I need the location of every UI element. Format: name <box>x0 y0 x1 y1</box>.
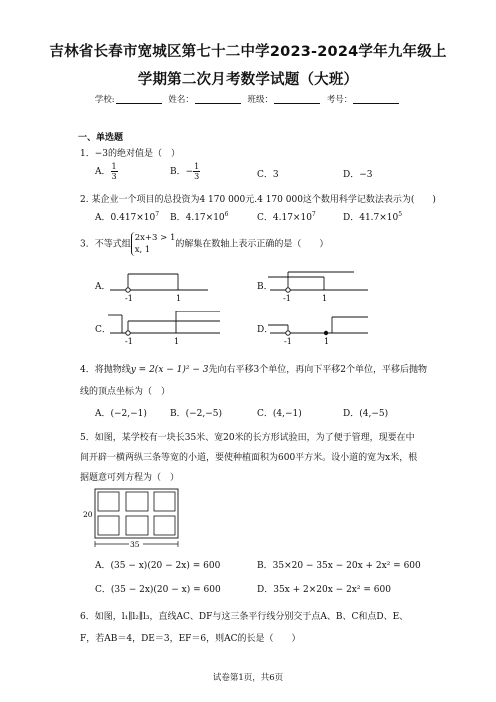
plot <box>154 516 175 535</box>
q2-a-text: A．0.417×10 <box>95 213 156 223</box>
q3-inequality-system <box>131 232 176 256</box>
q2-d-exponent: 5 <box>398 211 403 218</box>
q6-stem-line2: F，若AB＝4，DE＝3，EF＝6，则AC的长是（ ） <box>80 634 301 644</box>
q1-b-denominator: 3 <box>194 172 200 181</box>
q3-option-c-number-line[interactable] <box>108 311 228 347</box>
plot <box>126 492 148 511</box>
school-blank[interactable] <box>116 94 162 104</box>
q4-option-a[interactable]: A．(−2,−1) <box>95 409 147 419</box>
q4-option-c[interactable]: C．(4,−1) <box>257 409 302 419</box>
q4-stem-line1 <box>80 362 427 375</box>
q2-b-exponent: 6 <box>224 211 229 218</box>
q1-b-numerator: 1 <box>194 162 200 171</box>
open-point <box>286 288 290 292</box>
page-title-line2: 学期第二次月考数学试题（大班） <box>137 72 359 88</box>
open-point <box>286 331 290 335</box>
tick-label-neg1: -1 <box>125 294 133 303</box>
q1-option-d[interactable]: D．−3 <box>343 170 373 180</box>
q3-option-b-number-line[interactable] <box>268 268 378 304</box>
plot <box>154 492 175 511</box>
q1-option-a[interactable] <box>95 162 118 181</box>
tick-label-1: 1 <box>324 337 330 346</box>
q1-a-numerator: 1 <box>111 162 117 171</box>
page-footer: 试卷第1页，共6页 <box>212 673 284 683</box>
tick-label-neg1: -1 <box>125 337 133 346</box>
plot <box>98 516 119 535</box>
q1-b-fraction <box>193 162 200 181</box>
open-point <box>126 288 130 292</box>
q3-stem-suffix: 的解集在数轴上表示正确的是（ ） <box>175 239 329 250</box>
q4-stem-line2: 线的顶点坐标为（ ） <box>80 387 171 397</box>
q3-option-d-number-line[interactable] <box>268 311 378 347</box>
class-label: 班级： <box>247 95 274 105</box>
exam-number-label: 考号： <box>326 95 353 105</box>
q4-parabola-formula: y = 2(x − 1)² − 3 <box>130 365 209 375</box>
q1-option-b[interactable] <box>170 162 200 181</box>
q1-option-c[interactable]: C．3 <box>257 170 279 180</box>
q3-option-a-label[interactable]: A． <box>95 282 111 292</box>
q5-option-a[interactable]: A．(35 − x)(20 − 2x) = 600 <box>95 561 221 571</box>
q3-option-c-label[interactable]: C． <box>95 325 111 335</box>
q3-option-d-label[interactable]: D． <box>257 325 274 335</box>
q2-b-text: B．4.17×10 <box>170 213 225 223</box>
q5-stem-line2: 间开辟一横两纵三条等宽的小道，要使种植面积为600平方米。设小道的宽为x米，根 <box>80 453 418 463</box>
field-length-label: 35 <box>130 540 140 549</box>
q4-option-d[interactable]: D．(4,−5) <box>343 409 389 419</box>
q2-option-b[interactable] <box>170 210 228 223</box>
q2-c-text: C．4.17×10 <box>257 213 312 223</box>
q5-stem-line1: 5．如图，某学校有一块长35米、宽20米的长方形试验田，为了便于管理，现要在中 <box>80 433 415 443</box>
page-title-line1: 吉林省长春市宽城区第七十二中学2023-2024学年九年级上 <box>49 44 447 60</box>
q1-a-fraction <box>111 162 118 181</box>
field-width-label: 20 <box>83 510 93 519</box>
q2-a-exponent: 7 <box>155 211 160 218</box>
q2-stem: 2. 某企业一个项目的总投资为4 170 000元.4 170 000这个数用科学记数法表示为( ) <box>80 195 436 205</box>
q1-stem: 1．−3的绝对值是（ ） <box>80 149 180 159</box>
q4-stem-suffix: 先向右平移3个单位，再向下平移2个单位，平移后抛物 <box>208 365 427 375</box>
q4-option-b[interactable]: B．(−2,−5) <box>170 409 223 419</box>
q2-c-exponent: 7 <box>311 211 316 218</box>
name-blank[interactable] <box>195 94 241 104</box>
q5-option-c[interactable]: C．(35 − 2x)(20 − x) = 600 <box>95 585 221 595</box>
q3-stem <box>80 232 328 256</box>
q3-inequality-2: x, 1 <box>134 245 151 255</box>
q4-stem-prefix: 4．将抛物线 <box>80 365 131 375</box>
q2-option-a[interactable] <box>95 210 159 223</box>
q6-stem-line1: 6．如图，l₁∥l₂∥l₃，直线AC、DF与这三条平行线分别交于点A、B、C和点D、E、 <box>80 612 409 622</box>
open-point <box>126 331 130 335</box>
q3-option-a-number-line[interactable] <box>108 268 218 304</box>
tick-label-1: 1 <box>322 294 328 303</box>
section-title: 一、单选题 <box>78 133 124 143</box>
tick-label-neg1: -1 <box>283 294 291 303</box>
q5-option-b[interactable]: B．35×20 − 35x − 20x + 2x² = 600 <box>257 561 421 571</box>
q1-a-label: A． <box>95 167 111 177</box>
tick-label-1: 1 <box>174 337 180 346</box>
q5-option-d[interactable]: D．35x + 2×20x − 2x² = 600 <box>257 585 391 595</box>
q1-a-denominator: 3 <box>111 172 117 181</box>
plot <box>126 516 148 535</box>
closed-point <box>324 331 328 335</box>
q3-option-b-label[interactable]: B． <box>257 282 273 292</box>
q2-d-text: D．41.7×10 <box>343 213 399 223</box>
name-label: 姓名： <box>168 95 194 105</box>
q3-stem-prefix: 3．不等式组 <box>80 239 131 250</box>
exam-number-blank[interactable] <box>353 94 399 104</box>
q5-field-diagram <box>83 486 183 552</box>
class-blank[interactable] <box>274 94 320 104</box>
tick-label-neg1: -1 <box>284 337 292 346</box>
q1-b-label: B．− <box>170 167 194 177</box>
student-info-row <box>0 93 496 105</box>
q5-stem-line3: 据题意可列方程为（ ） <box>80 473 180 483</box>
school-label: 学校: <box>94 95 115 105</box>
q3-inequality-1: 2x+3 > 1 <box>134 233 176 243</box>
plot <box>98 492 119 511</box>
tick-label-1: 1 <box>176 294 182 303</box>
q2-option-d[interactable] <box>343 210 402 223</box>
q2-option-c[interactable] <box>257 210 316 223</box>
